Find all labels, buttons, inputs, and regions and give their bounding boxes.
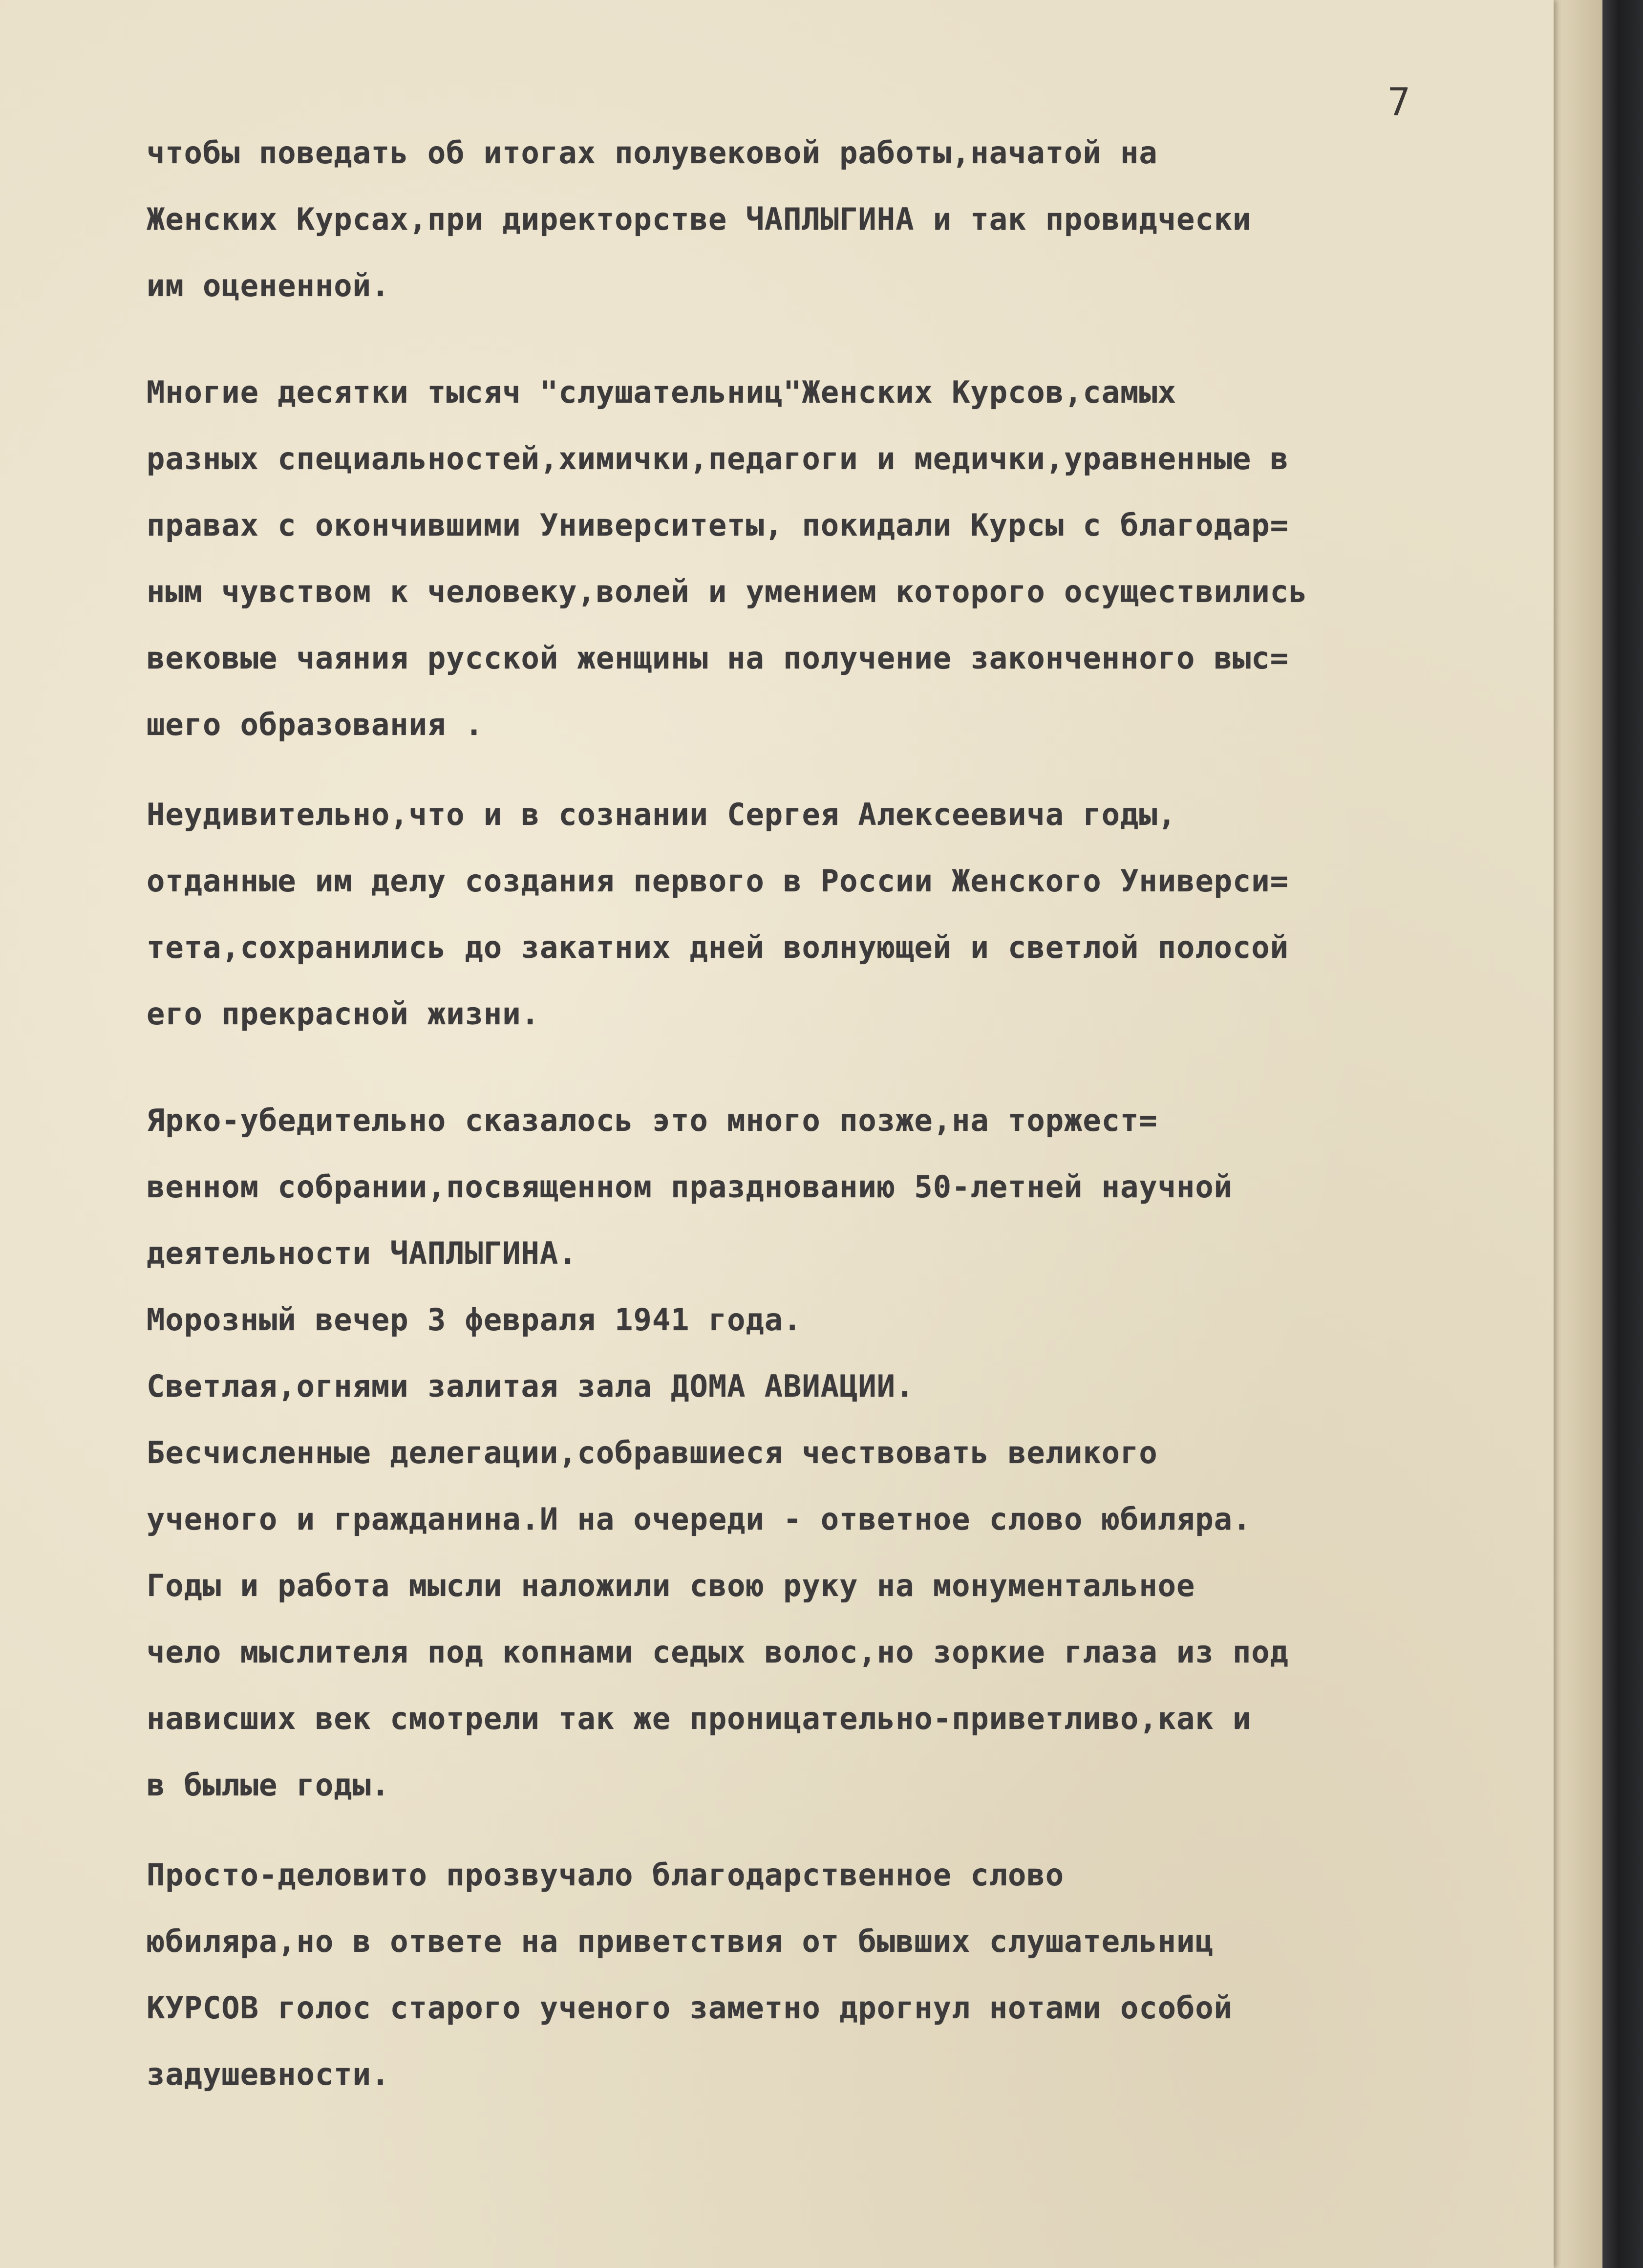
text-line: нависших век смотрели так же проницательно-приветливо,как и (147, 1701, 1252, 1736)
text-line: разных специальностей,химички,педагоги и медички,уравненные в (147, 441, 1289, 476)
text-line: правах с окончившими Университеты, покидали Курсы с благодар= (147, 507, 1289, 543)
text-line: тета,сохранились до закатних дней волнующей и светлой полосой (147, 929, 1289, 965)
text-line: им оцененной. (147, 268, 390, 303)
page-number: 7 (1387, 81, 1410, 125)
text-line: шего образования . (147, 707, 484, 742)
text-line: Женских Курсах,при директорстве ЧАПЛЫГИНА и так провидчески (147, 201, 1252, 237)
text-line: КУРСОВ голос старого ученого заметно дрогнул нотами особой (147, 1990, 1233, 2026)
text-line: Бесчисленные делегации,собравшиеся чествовать великого (147, 1435, 1158, 1470)
text-line: юбиляра,но в ответе на приветствия от бывших слушательниц (147, 1923, 1214, 1959)
text-line: деятельности ЧАПЛЫГИНА. (147, 1235, 577, 1271)
text-line: Неудивительно,что и в сознании Сергея Алексеевича годы, (147, 797, 1176, 832)
text-line: Годы и работа мысли наложили свою руку на монументальное (147, 1568, 1195, 1603)
text-line: его прекрасной жизни. (147, 996, 540, 1032)
binding-edge (1602, 0, 1643, 2268)
text-line: Многие десятки тысяч "слушательниц"Женских Курсов,самых (147, 374, 1176, 410)
text-line: вековые чаяния русской женщины на получение законченного выс= (147, 640, 1289, 676)
text-line: Просто-деловито прозвучало благодарственное слово (147, 1857, 1065, 1893)
text-line: задушевности. (147, 2056, 390, 2092)
page-body (147, 120, 1510, 2108)
text-line: венном собрании,посвященном празднованию 50-летней научной (147, 1169, 1233, 1205)
text-line: отданные им делу создания первого в России Женского Универси= (147, 863, 1289, 899)
text-line: чело мыслителя под копнами седых волос,но зоркие глаза из под (147, 1634, 1289, 1670)
text-line: ным чувством к человеку,волей и умением которого осуществились (147, 574, 1308, 609)
text-line: в былые годы. (147, 1767, 390, 1803)
text-line: чтобы поведать об итогах полувековой работы,начатой на (147, 135, 1158, 171)
text-line: Светлая,огнями залитая зала ДОМА АВИАЦИИ. (147, 1368, 915, 1404)
text-line: ученого и гражданина.И на очереди - ответное слово юбиляра. (147, 1501, 1252, 1537)
text-line: Ярко-убедительно сказалось это много позже,на торжест= (147, 1102, 1158, 1138)
text-line: Морозный вечер 3 февраля 1941 года. (147, 1302, 802, 1338)
